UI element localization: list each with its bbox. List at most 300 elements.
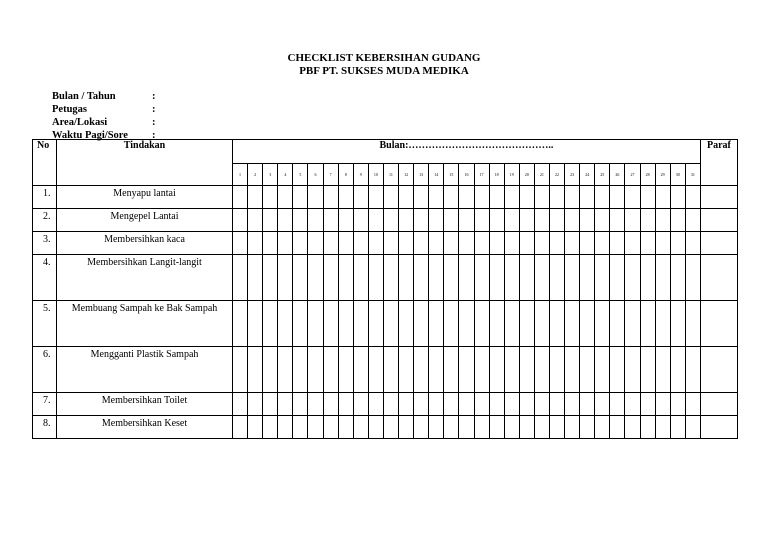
day-check-cell[interactable] — [519, 416, 534, 439]
day-check-cell[interactable] — [519, 347, 534, 393]
day-check-cell[interactable] — [399, 232, 414, 255]
day-check-cell[interactable] — [429, 186, 444, 209]
day-check-cell[interactable] — [459, 186, 474, 209]
paraf-cell[interactable] — [700, 416, 737, 439]
day-check-cell[interactable] — [474, 255, 489, 301]
day-check-cell[interactable] — [248, 232, 263, 255]
header-row — [33, 140, 738, 164]
day-check-cell[interactable] — [278, 232, 293, 255]
day-check-cell[interactable] — [685, 347, 700, 393]
day-check-cell[interactable] — [670, 416, 685, 439]
day-check-cell[interactable] — [293, 416, 308, 439]
day-check-cell[interactable] — [640, 209, 655, 232]
day-check-cell[interactable] — [414, 186, 429, 209]
day-check-cell[interactable] — [595, 301, 610, 347]
day-number: 21 — [534, 164, 549, 186]
row-action: Mengganti Plastik Sampah — [57, 347, 233, 393]
day-check-cell[interactable] — [323, 393, 338, 416]
day-check-cell[interactable] — [534, 416, 549, 439]
day-check-cell[interactable] — [640, 301, 655, 347]
day-check-cell[interactable] — [504, 186, 519, 209]
day-check-cell[interactable] — [655, 255, 670, 301]
field-bulan-tahun — [52, 90, 162, 103]
field-label: Waktu Pagi/Sore — [52, 130, 128, 141]
day-check-cell[interactable] — [625, 255, 640, 301]
day-check-cell[interactable] — [640, 347, 655, 393]
table-row — [33, 347, 738, 393]
day-check-cell[interactable] — [383, 416, 398, 439]
day-check-cell[interactable] — [383, 301, 398, 347]
day-check-cell[interactable] — [504, 255, 519, 301]
day-check-cell[interactable] — [353, 209, 368, 232]
day-check-cell[interactable] — [263, 232, 278, 255]
day-check-cell[interactable] — [429, 416, 444, 439]
header-bulan: Bulan:…………………………………….. — [233, 140, 701, 164]
day-check-cell[interactable] — [595, 232, 610, 255]
day-number: 31 — [685, 164, 700, 186]
day-check-cell[interactable] — [565, 232, 580, 255]
day-check-cell[interactable] — [519, 255, 534, 301]
day-number: 15 — [444, 164, 459, 186]
field-label: Area/Lokasi — [52, 117, 108, 128]
day-check-cell[interactable] — [474, 416, 489, 439]
day-check-cell[interactable] — [323, 347, 338, 393]
day-check-cell[interactable] — [248, 416, 263, 439]
day-check-cell[interactable] — [610, 347, 625, 393]
day-check-cell[interactable] — [670, 209, 685, 232]
day-check-cell[interactable] — [399, 393, 414, 416]
day-check-cell[interactable] — [293, 393, 308, 416]
day-check-cell[interactable] — [534, 255, 549, 301]
day-check-cell[interactable] — [685, 232, 700, 255]
day-check-cell[interactable] — [610, 209, 625, 232]
table-row — [33, 232, 738, 255]
paraf-cell[interactable] — [700, 255, 737, 301]
row-action: Membersihkan Toilet — [57, 393, 233, 416]
day-check-cell[interactable] — [263, 186, 278, 209]
row-number: 7. — [33, 393, 57, 416]
day-check-cell[interactable] — [414, 209, 429, 232]
day-check-cell[interactable] — [640, 416, 655, 439]
day-check-cell[interactable] — [655, 209, 670, 232]
day-check-cell[interactable] — [519, 393, 534, 416]
day-check-cell[interactable] — [414, 347, 429, 393]
row-action: Membersihkan Keset — [57, 416, 233, 439]
day-check-cell[interactable] — [534, 393, 549, 416]
day-check-cell[interactable] — [338, 301, 353, 347]
day-check-cell[interactable] — [459, 232, 474, 255]
day-check-cell[interactable] — [655, 416, 670, 439]
day-check-cell[interactable] — [610, 416, 625, 439]
day-check-cell[interactable] — [444, 416, 459, 439]
day-check-cell[interactable] — [549, 301, 564, 347]
day-check-cell[interactable] — [278, 186, 293, 209]
day-check-cell[interactable] — [489, 232, 504, 255]
day-check-cell[interactable] — [459, 209, 474, 232]
day-check-cell[interactable] — [519, 301, 534, 347]
day-check-cell[interactable] — [368, 186, 383, 209]
day-check-cell[interactable] — [278, 301, 293, 347]
paraf-cell[interactable] — [700, 301, 737, 347]
day-check-cell[interactable] — [519, 232, 534, 255]
day-check-cell[interactable] — [534, 209, 549, 232]
day-check-cell[interactable] — [233, 416, 248, 439]
day-check-cell[interactable] — [233, 186, 248, 209]
day-number: 13 — [414, 164, 429, 186]
table-row — [33, 186, 738, 209]
day-check-cell[interactable] — [293, 301, 308, 347]
day-check-cell[interactable] — [489, 209, 504, 232]
field-petugas — [52, 103, 162, 116]
day-check-cell[interactable] — [655, 232, 670, 255]
day-check-cell[interactable] — [489, 347, 504, 393]
day-check-cell[interactable] — [459, 301, 474, 347]
day-check-cell[interactable] — [685, 416, 700, 439]
day-check-cell[interactable] — [504, 301, 519, 347]
day-number: 30 — [670, 164, 685, 186]
paraf-cell[interactable] — [700, 393, 737, 416]
day-check-cell[interactable] — [308, 209, 323, 232]
day-check-cell[interactable] — [353, 186, 368, 209]
day-check-cell[interactable] — [248, 347, 263, 393]
day-check-cell[interactable] — [640, 232, 655, 255]
day-number: 10 — [368, 164, 383, 186]
day-check-cell[interactable] — [429, 232, 444, 255]
day-check-cell[interactable] — [655, 186, 670, 209]
day-check-cell[interactable] — [444, 393, 459, 416]
day-check-cell[interactable] — [278, 393, 293, 416]
day-check-cell[interactable] — [685, 301, 700, 347]
day-check-cell[interactable] — [565, 186, 580, 209]
day-check-cell[interactable] — [414, 393, 429, 416]
day-check-cell[interactable] — [308, 232, 323, 255]
day-number: 11 — [383, 164, 398, 186]
day-check-cell[interactable] — [293, 255, 308, 301]
day-check-cell[interactable] — [323, 186, 338, 209]
day-check-cell[interactable] — [640, 393, 655, 416]
day-check-cell[interactable] — [640, 186, 655, 209]
day-check-cell[interactable] — [549, 209, 564, 232]
day-check-cell[interactable] — [278, 209, 293, 232]
day-check-cell[interactable] — [580, 416, 595, 439]
day-check-cell[interactable] — [368, 347, 383, 393]
day-check-cell[interactable] — [383, 232, 398, 255]
table-row — [33, 255, 738, 301]
day-check-cell[interactable] — [399, 347, 414, 393]
row-action: Menyapu lantai — [57, 186, 233, 209]
day-check-cell[interactable] — [655, 301, 670, 347]
day-check-cell[interactable] — [248, 186, 263, 209]
day-check-cell[interactable] — [459, 255, 474, 301]
day-check-cell[interactable] — [625, 416, 640, 439]
day-check-cell[interactable] — [444, 301, 459, 347]
day-check-cell[interactable] — [549, 186, 564, 209]
day-check-cell[interactable] — [625, 232, 640, 255]
day-check-cell[interactable] — [444, 209, 459, 232]
day-check-cell[interactable] — [353, 347, 368, 393]
day-check-cell[interactable] — [625, 393, 640, 416]
day-check-cell[interactable] — [368, 301, 383, 347]
day-check-cell[interactable] — [565, 301, 580, 347]
day-check-cell[interactable] — [685, 186, 700, 209]
day-check-cell[interactable] — [233, 255, 248, 301]
day-check-cell[interactable] — [685, 255, 700, 301]
day-check-cell[interactable] — [565, 393, 580, 416]
paraf-cell[interactable] — [700, 186, 737, 209]
row-number: 5. — [33, 301, 57, 347]
day-check-cell[interactable] — [293, 186, 308, 209]
day-check-cell[interactable] — [610, 301, 625, 347]
day-check-cell[interactable] — [383, 347, 398, 393]
day-check-cell[interactable] — [489, 301, 504, 347]
day-check-cell[interactable] — [474, 186, 489, 209]
day-check-cell[interactable] — [595, 393, 610, 416]
day-check-cell[interactable] — [444, 347, 459, 393]
day-number: 26 — [610, 164, 625, 186]
day-check-cell[interactable] — [263, 393, 278, 416]
day-check-cell[interactable] — [565, 255, 580, 301]
day-check-cell[interactable] — [519, 209, 534, 232]
day-check-cell[interactable] — [323, 416, 338, 439]
day-check-cell[interactable] — [353, 255, 368, 301]
header-tindakan: Tindakan — [57, 140, 233, 186]
day-check-cell[interactable] — [414, 255, 429, 301]
day-check-cell[interactable] — [625, 347, 640, 393]
day-check-cell[interactable] — [504, 416, 519, 439]
day-check-cell[interactable] — [625, 186, 640, 209]
day-check-cell[interactable] — [459, 416, 474, 439]
day-number: 16 — [459, 164, 474, 186]
table-row — [33, 393, 738, 416]
day-check-cell[interactable] — [670, 186, 685, 209]
day-check-cell[interactable] — [368, 232, 383, 255]
day-check-cell[interactable] — [474, 232, 489, 255]
day-check-cell[interactable] — [308, 347, 323, 393]
day-check-cell[interactable] — [263, 301, 278, 347]
day-check-cell[interactable] — [474, 393, 489, 416]
day-check-cell[interactable] — [368, 209, 383, 232]
day-check-cell[interactable] — [248, 301, 263, 347]
paraf-cell[interactable] — [700, 209, 737, 232]
field-colon: : — [152, 130, 156, 141]
day-check-cell[interactable] — [383, 393, 398, 416]
day-check-cell[interactable] — [580, 347, 595, 393]
day-check-cell[interactable] — [278, 255, 293, 301]
day-check-cell[interactable] — [595, 347, 610, 393]
field-label: Bulan / Tahun — [52, 91, 116, 102]
day-number: 29 — [655, 164, 670, 186]
day-check-cell[interactable] — [368, 393, 383, 416]
day-check-cell[interactable] — [338, 393, 353, 416]
day-check-cell[interactable] — [595, 209, 610, 232]
day-check-cell[interactable] — [595, 255, 610, 301]
day-check-cell[interactable] — [263, 209, 278, 232]
day-check-cell[interactable] — [655, 347, 670, 393]
day-check-cell[interactable] — [474, 347, 489, 393]
day-check-cell[interactable] — [580, 301, 595, 347]
day-check-cell[interactable] — [610, 186, 625, 209]
day-number: 8 — [338, 164, 353, 186]
day-check-cell[interactable] — [338, 209, 353, 232]
day-check-cell[interactable] — [293, 209, 308, 232]
day-check-cell[interactable] — [504, 232, 519, 255]
day-check-cell[interactable] — [338, 416, 353, 439]
day-check-cell[interactable] — [580, 209, 595, 232]
day-check-cell[interactable] — [670, 232, 685, 255]
day-check-cell[interactable] — [233, 347, 248, 393]
day-check-cell[interactable] — [489, 186, 504, 209]
day-check-cell[interactable] — [489, 416, 504, 439]
day-check-cell[interactable] — [323, 301, 338, 347]
day-check-cell[interactable] — [580, 186, 595, 209]
day-check-cell[interactable] — [670, 393, 685, 416]
day-check-cell[interactable] — [368, 416, 383, 439]
day-check-cell[interactable] — [399, 209, 414, 232]
day-check-cell[interactable] — [338, 255, 353, 301]
row-number: 3. — [33, 232, 57, 255]
day-check-cell[interactable] — [489, 393, 504, 416]
day-check-cell[interactable] — [595, 416, 610, 439]
day-check-cell[interactable] — [610, 232, 625, 255]
day-check-cell[interactable] — [565, 209, 580, 232]
day-check-cell[interactable] — [444, 255, 459, 301]
day-check-cell[interactable] — [293, 347, 308, 393]
day-check-cell[interactable] — [414, 416, 429, 439]
day-check-cell[interactable] — [549, 416, 564, 439]
day-check-cell[interactable] — [534, 232, 549, 255]
day-check-cell[interactable] — [549, 347, 564, 393]
day-check-cell[interactable] — [323, 209, 338, 232]
day-check-cell[interactable] — [580, 232, 595, 255]
day-check-cell[interactable] — [338, 232, 353, 255]
day-check-cell[interactable] — [308, 301, 323, 347]
day-check-cell[interactable] — [444, 232, 459, 255]
day-check-cell[interactable] — [233, 301, 248, 347]
day-number: 9 — [353, 164, 368, 186]
day-check-cell[interactable] — [308, 393, 323, 416]
day-check-cell[interactable] — [504, 209, 519, 232]
day-check-cell[interactable] — [368, 255, 383, 301]
day-check-cell[interactable] — [625, 301, 640, 347]
row-number: 4. — [33, 255, 57, 301]
day-check-cell[interactable] — [640, 255, 655, 301]
day-check-cell[interactable] — [308, 416, 323, 439]
paraf-cell[interactable] — [700, 347, 737, 393]
day-check-cell[interactable] — [429, 209, 444, 232]
day-check-cell[interactable] — [429, 301, 444, 347]
day-check-cell[interactable] — [414, 301, 429, 347]
day-check-cell[interactable] — [565, 416, 580, 439]
day-check-cell[interactable] — [383, 186, 398, 209]
day-number: 20 — [519, 164, 534, 186]
day-check-cell[interactable] — [233, 232, 248, 255]
day-number: 4 — [278, 164, 293, 186]
row-action: Mengepel Lantai — [57, 209, 233, 232]
day-number: 19 — [504, 164, 519, 186]
day-check-cell[interactable] — [353, 301, 368, 347]
day-check-cell[interactable] — [429, 347, 444, 393]
day-check-cell[interactable] — [504, 393, 519, 416]
day-check-cell[interactable] — [549, 393, 564, 416]
day-check-cell[interactable] — [399, 301, 414, 347]
table-row — [33, 209, 738, 232]
day-check-cell[interactable] — [399, 416, 414, 439]
day-check-cell[interactable] — [670, 301, 685, 347]
day-check-cell[interactable] — [670, 255, 685, 301]
day-check-cell[interactable] — [625, 209, 640, 232]
day-check-cell[interactable] — [474, 301, 489, 347]
day-check-cell[interactable] — [248, 209, 263, 232]
day-check-cell[interactable] — [504, 347, 519, 393]
day-check-cell[interactable] — [670, 347, 685, 393]
day-check-cell[interactable] — [233, 209, 248, 232]
day-check-cell[interactable] — [399, 255, 414, 301]
day-check-cell[interactable] — [233, 393, 248, 416]
day-check-cell[interactable] — [383, 255, 398, 301]
day-check-cell[interactable] — [565, 347, 580, 393]
day-check-cell[interactable] — [429, 393, 444, 416]
day-check-cell[interactable] — [263, 416, 278, 439]
day-check-cell[interactable] — [429, 255, 444, 301]
day-check-cell[interactable] — [293, 232, 308, 255]
day-check-cell[interactable] — [534, 301, 549, 347]
day-check-cell[interactable] — [610, 255, 625, 301]
day-check-cell[interactable] — [323, 255, 338, 301]
day-check-cell[interactable] — [353, 393, 368, 416]
day-check-cell[interactable] — [444, 186, 459, 209]
day-check-cell[interactable] — [323, 232, 338, 255]
day-check-cell[interactable] — [278, 347, 293, 393]
day-check-cell[interactable] — [610, 393, 625, 416]
day-check-cell[interactable] — [549, 255, 564, 301]
day-check-cell[interactable] — [534, 186, 549, 209]
day-check-cell[interactable] — [519, 186, 534, 209]
day-check-cell[interactable] — [263, 255, 278, 301]
table-row — [33, 301, 738, 347]
day-check-cell[interactable] — [353, 232, 368, 255]
day-check-cell[interactable] — [308, 186, 323, 209]
day-check-cell[interactable] — [595, 186, 610, 209]
day-check-cell[interactable] — [414, 232, 429, 255]
day-check-cell[interactable] — [399, 186, 414, 209]
day-check-cell[interactable] — [248, 393, 263, 416]
day-check-cell[interactable] — [278, 416, 293, 439]
day-check-cell[interactable] — [459, 393, 474, 416]
day-check-cell[interactable] — [580, 393, 595, 416]
day-check-cell[interactable] — [308, 255, 323, 301]
day-check-cell[interactable] — [474, 209, 489, 232]
day-check-cell[interactable] — [549, 232, 564, 255]
day-check-cell[interactable] — [459, 347, 474, 393]
day-check-cell[interactable] — [248, 255, 263, 301]
day-check-cell[interactable] — [383, 209, 398, 232]
paraf-cell[interactable] — [700, 232, 737, 255]
day-check-cell[interactable] — [353, 416, 368, 439]
header-no: No — [33, 140, 57, 186]
day-check-cell[interactable] — [534, 347, 549, 393]
day-check-cell[interactable] — [685, 393, 700, 416]
header-fields — [52, 90, 162, 142]
day-check-cell[interactable] — [685, 209, 700, 232]
day-check-cell[interactable] — [338, 186, 353, 209]
day-number: 23 — [565, 164, 580, 186]
table-row — [33, 416, 738, 439]
day-check-cell[interactable] — [489, 255, 504, 301]
day-check-cell[interactable] — [263, 347, 278, 393]
day-check-cell[interactable] — [580, 255, 595, 301]
day-check-cell[interactable] — [338, 347, 353, 393]
day-check-cell[interactable] — [655, 393, 670, 416]
